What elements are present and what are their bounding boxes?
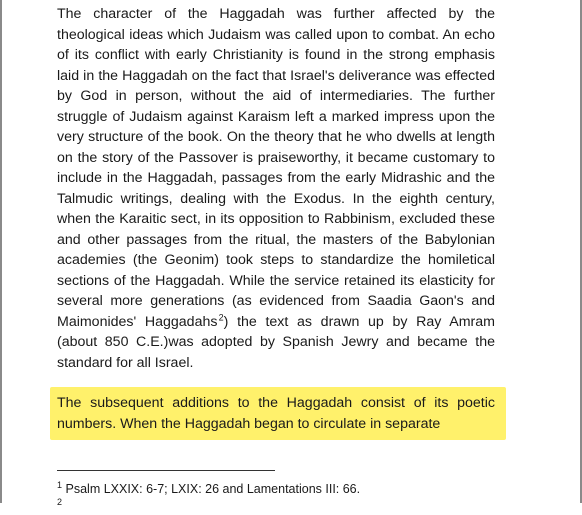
footnote-number: 1 xyxy=(57,479,63,490)
highlighted-paragraph xyxy=(57,393,495,434)
body-paragraph xyxy=(57,4,495,373)
footnotes xyxy=(57,481,517,515)
footnote xyxy=(57,498,517,515)
paragraph-text-continued: ) the text as drawn up by Ray Amram (about 850 C.E.)was adopted by Spanish Jewry and became the standard for all Israel. xyxy=(57,313,495,371)
paragraph-text: The character of the Haggadah was further affected by the theological ideas which Judaism was called upon to combat. An echo of its conflict with early Christianity is found in the strong emphasis laid in the Haggadah on the fact that Israel's deliverance was effected by God in person, without the aid of intermediaries. The further struggle of Judaism against Karaism left a marked impress upon the very structure of the book. On the theory that he who dwells at length on the story of the Passover is praiseworthy, it became customary to include in the Haggadah, passages from the early Midrashic and the Talmudic writings, dealing with the Exodus. In the eighth century, when the Karaitic sect, in its opposition to Rabbinism, excluded these and other passages from the ritual, the masters of the Babylonian academies (the Geonim) took steps to standardize the homiletical sections of the Haggadah. While the service retained its elasticity for several more generations (as evidenced from Saadia Gaon's and Maimonides' Haggadahs xyxy=(57,6,495,330)
footnote-text: Psalm LXXIX: 6-7; LXIX: 26 and Lamentations III: 66. xyxy=(65,482,361,496)
footnote-reference[interactable]: 2 xyxy=(218,311,224,322)
footnote-number: 2 xyxy=(57,496,63,507)
footnote-separator xyxy=(57,470,275,471)
body-paragraph-highlighted: The subsequent additions to the Haggadah consist of its poetic numbers. When the Haggadah began to circulate in separate xyxy=(57,395,495,432)
document-page xyxy=(57,4,495,434)
footnote xyxy=(57,481,517,498)
